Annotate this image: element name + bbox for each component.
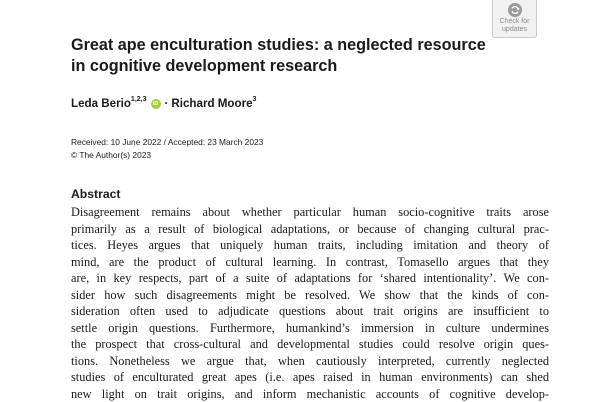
orcid-icon[interactable]: iD — [151, 99, 161, 109]
author-separator: · — [165, 97, 169, 110]
author-1-affiliation: 1,2,3 — [131, 96, 147, 103]
author-1-name[interactable]: Leda Berio — [71, 97, 131, 110]
abstract-line: are, in key respects, part of a suite of adaptations for ‘shared intentionality’. We con- — [71, 270, 549, 287]
author-list — [71, 97, 256, 110]
abstract-line: tices. Heyes argues that uniquely human traits, including imitation and theory of — [71, 237, 549, 254]
publication-dates — [71, 136, 263, 161]
abstract-line: settle origin questions. Furthermore, humankind’s immersion in culture undermines — [71, 320, 549, 337]
abstract-line: new light on trait origins, and inform mechanistic accounts of cognitive develop- — [71, 386, 549, 402]
abstract-line: sideration often used to adjudicate questions about trait origins are insufficient to — [71, 303, 549, 320]
paper-title — [71, 35, 491, 77]
check-updates-line2: updates — [493, 26, 536, 34]
abstract-line: Disagreement remains about whether particular human socio-cognitive traits arose — [71, 204, 549, 221]
title-line-2: in cognitive development research — [71, 57, 337, 75]
abstract-line: studies of enculturated great apes (i.e. apes raised in human environments) can shed — [71, 369, 549, 386]
abstract-line: mind, are the product of cultural learning. In contrast, Tomasello argues that they — [71, 254, 549, 271]
author-2-name[interactable]: Richard Moore — [171, 97, 252, 110]
title-line-1: Great ape enculturation studies: a neglected resource — [71, 36, 486, 54]
check-updates-icon — [507, 2, 523, 18]
check-updates-line1: Check for — [493, 18, 536, 26]
abstract-line: sider how such disagreements might be resolved. We show that the kinds of con- — [71, 287, 549, 304]
author-2-affiliation: 3 — [253, 96, 257, 103]
abstract-heading: Abstract — [71, 187, 120, 201]
check-for-updates-badge[interactable] — [492, 0, 537, 38]
abstract-line: tions. Nonetheless we argue that, when cautiously interpreted, currently neglected — [71, 353, 549, 370]
abstract-line: primarily as a result of biological adaptations, or because of changing cultural prac- — [71, 221, 549, 238]
received-accepted-line: Received: 10 June 2022 / Accepted: 23 March 2023 — [71, 136, 263, 149]
copyright-line: © The Author(s) 2023 — [71, 149, 263, 162]
abstract-line: the prospect that cross-cultural and developmental studies could resolve origin ques- — [71, 336, 549, 353]
abstract-body — [71, 204, 549, 402]
